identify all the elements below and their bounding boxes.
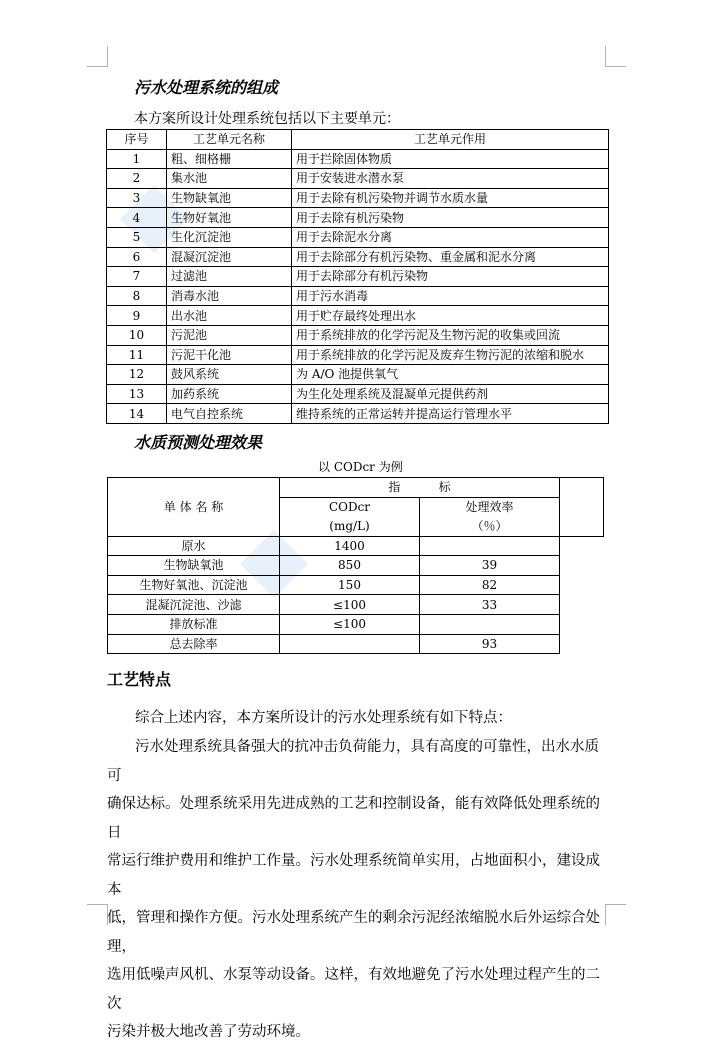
unit-function: 用于安装进水潜水泵 [292, 169, 609, 189]
efficiency-header: 处理效率 [465, 499, 514, 514]
unit-name: 混凝沉淀池 [167, 247, 292, 267]
unit-function: 为 A/O 池提供氧气 [292, 365, 609, 385]
unit-name: 粗、细格栅 [167, 149, 292, 169]
row-number: 13 [107, 384, 167, 404]
paragraph-line: 污染并极大地改善了劳动环境。 [107, 1024, 310, 1040]
section-title-composition: 污水处理系统的组成 [134, 78, 279, 97]
unit-function: 用于去除部分有机污染物 [292, 267, 609, 287]
unit-name: 排放标准 [108, 614, 280, 634]
unit-name: 鼓风系统 [167, 365, 292, 385]
unit-function: 维持系统的正常运转并提高运行管理水平 [292, 404, 609, 424]
section-title-features: 工艺特点 [107, 670, 172, 689]
paragraph-line: 选用低噪声风机、水泵等动设备。这样，有效地避免了污水处理过程产生的二次 [107, 967, 600, 1012]
unit-function: 用于去除泥水分离 [292, 227, 609, 247]
table-row [108, 536, 604, 556]
paragraph-features [107, 733, 607, 1047]
cod-value: 150 [280, 575, 420, 595]
unit-function: 用于拦除固体物质 [292, 149, 609, 169]
unit-name: 消毒水池 [167, 286, 292, 306]
unit-function: 为生化处理系统及混凝单元提供药剂 [292, 384, 609, 404]
table-header: 工艺单元名称 [167, 130, 292, 150]
cod-unit: (mg/L) [329, 518, 370, 533]
table-row [108, 575, 604, 595]
table-row [107, 325, 609, 345]
row-number: 2 [107, 169, 167, 189]
table-row [108, 634, 604, 654]
efficiency-value: 33 [420, 595, 560, 615]
cod-header: CODcr [328, 499, 371, 514]
unit-name: 电气自控系统 [167, 404, 292, 424]
efficiency-unit: （％） [471, 518, 508, 533]
unit-function: 用于去除有机污染物并调节水质水量 [292, 188, 609, 208]
row-number: 6 [107, 247, 167, 267]
row-number: 8 [107, 286, 167, 306]
unit-function: 用于污水消毒 [292, 286, 609, 306]
page-corner-mark [605, 904, 626, 925]
cod-value: 850 [280, 556, 420, 576]
unit-name: 集水池 [167, 169, 292, 189]
table-row [108, 614, 604, 634]
cod-value: 1400 [280, 536, 420, 556]
table-row [107, 286, 609, 306]
unit-name: 加药系统 [167, 384, 292, 404]
section-title-water-quality: 水质预测处理效果 [134, 433, 263, 452]
table-header [420, 497, 560, 536]
unit-function: 用于系统排放的化学污泥及废弃生物污泥的浓缩和脱水 [292, 345, 609, 365]
cod-value: ≤100 [280, 614, 420, 634]
row-number: 14 [107, 404, 167, 424]
treatment-effect-table [107, 477, 604, 654]
paragraph-line: 确保达标。处理系统采用先进成熟的工艺和控制设备，能有效降低处理系统的日 [107, 796, 600, 841]
unit-function: 用于系统排放的化学污泥及生物污泥的收集或回流 [292, 325, 609, 345]
row-number: 1 [107, 149, 167, 169]
table-header: 工艺单元作用 [292, 130, 609, 150]
table-row [108, 595, 604, 615]
unit-name: 生物好氧池、沉淀池 [108, 575, 280, 595]
efficiency-value [420, 614, 560, 634]
unit-function: 用于去除有机污染物 [292, 208, 609, 228]
table-row [107, 188, 609, 208]
table-row [107, 384, 609, 404]
table-row [107, 306, 609, 326]
table-header: 指 标 [280, 478, 560, 498]
unit-name: 生化沉淀池 [167, 227, 292, 247]
unit-name: 原水 [108, 536, 280, 556]
unit-name: 污泥池 [167, 325, 292, 345]
unit-name: 生物好氧池 [167, 208, 292, 228]
row-number: 10 [107, 325, 167, 345]
table-header-row [107, 130, 609, 150]
table-row [108, 556, 604, 576]
page-corner-mark [87, 46, 108, 67]
page-corner-mark [87, 904, 108, 925]
efficiency-value: 93 [420, 634, 560, 654]
unit-name: 过滤池 [167, 267, 292, 287]
table-header: 序号 [107, 130, 167, 150]
row-number: 3 [107, 188, 167, 208]
unit-function: 用于去除部分有机污染物、重金属和泥水分离 [292, 247, 609, 267]
table-header [280, 497, 420, 536]
unit-function: 用于贮存最终处理出水 [292, 306, 609, 326]
table-row [107, 404, 609, 424]
table-row [107, 227, 609, 247]
table-header: 单 体 名 称 [108, 478, 280, 537]
table-row [107, 149, 609, 169]
process-units-table [106, 129, 609, 424]
unit-name: 出水池 [167, 306, 292, 326]
unit-name: 污泥干化池 [167, 345, 292, 365]
unit-name: 生物缺氧池 [108, 556, 280, 576]
table-row [107, 169, 609, 189]
table-row [107, 365, 609, 385]
table-caption: 以 CODcr 为例 [318, 460, 403, 474]
cod-value [280, 634, 420, 654]
efficiency-value [420, 536, 560, 556]
table-header-row [108, 478, 604, 498]
paragraph-line: 常运行维护费用和维护工作量。污水处理系统简单实用，占地面积小，建设成本 [107, 853, 600, 898]
paragraph-intro: 综合上述内容，本方案所设计的污水处理系统有如下特点： [135, 710, 512, 726]
table-row [107, 247, 609, 267]
cod-value: ≤100 [280, 595, 420, 615]
row-number: 11 [107, 345, 167, 365]
table-row [107, 208, 609, 228]
row-number: 5 [107, 227, 167, 247]
table-cell-empty [560, 478, 604, 537]
row-number: 4 [107, 208, 167, 228]
paragraph-line: 低，管理和操作方便。污水处理系统产生的剩余污泥经浓缩脱水后外运综合处理， [107, 910, 600, 955]
efficiency-value: 39 [420, 556, 560, 576]
unit-name: 生物缺氧池 [167, 188, 292, 208]
row-number: 12 [107, 365, 167, 385]
table-row [107, 267, 609, 287]
unit-name: 混凝沉淀池、沙滤 [108, 595, 280, 615]
efficiency-value: 82 [420, 575, 560, 595]
section-intro: 本方案所设计处理系统包括以下主要单元： [134, 111, 400, 127]
row-number: 9 [107, 306, 167, 326]
unit-name: 总去除率 [108, 634, 280, 654]
row-number: 7 [107, 267, 167, 287]
paragraph-line: 污水处理系统具备强大的抗冲击负荷能力，具有高度的可靠性，出水水质可 [107, 739, 599, 784]
table-row [107, 345, 609, 365]
page-corner-mark [605, 46, 626, 67]
